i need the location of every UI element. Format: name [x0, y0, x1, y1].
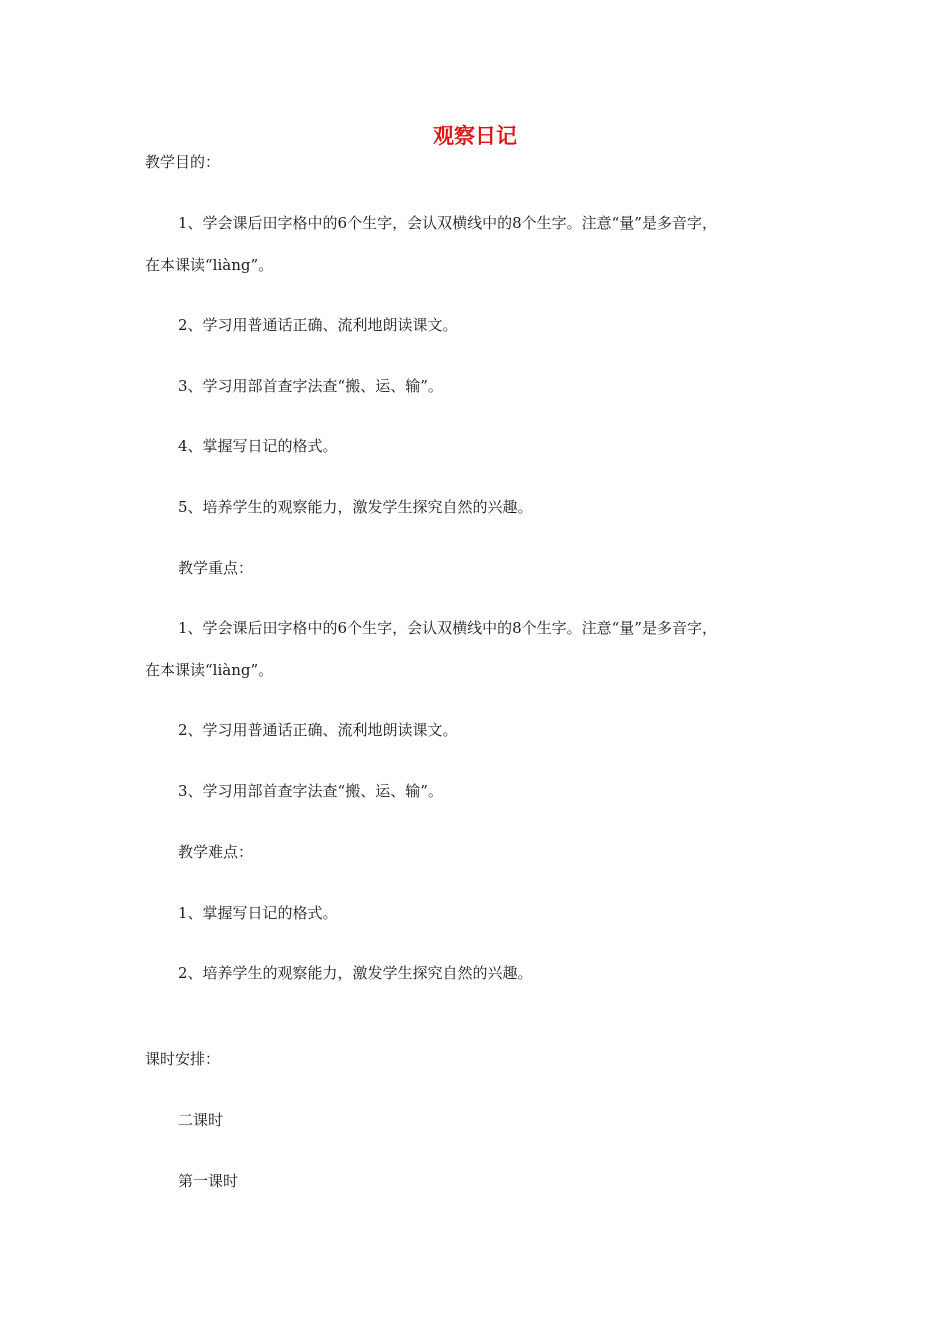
objective-item-3: 3、学习用部首查字法查“搬、运、输”。: [178, 377, 443, 395]
key-point-item-3: 3、学习用部首查字法查“搬、运、输”。: [178, 782, 443, 800]
section-heading-key-points: 教学重点：: [178, 559, 254, 577]
first-period-heading: 第一课时: [178, 1172, 239, 1190]
key-point-item-1: 1、学会课后田字格中的6个生字，会认双横线中的8个生字。注意“量”是多音字，: [178, 619, 717, 637]
section-heading-objectives: 教学目的：: [145, 153, 221, 171]
difficulty-item-2: 2、培养学生的观察能力，激发学生探究自然的兴趣。: [178, 964, 533, 982]
section-heading-difficulties: 教学难点：: [178, 843, 254, 861]
document-title: 观察日记: [433, 124, 517, 148]
objective-item-5: 5、培养学生的观察能力，激发学生探究自然的兴趣。: [178, 498, 533, 516]
section-heading-schedule: 课时安排：: [145, 1050, 221, 1068]
key-point-item-1-continued: 在本课读“liàng”。: [145, 661, 274, 679]
objective-item-1: 1、学会课后田字格中的6个生字，会认双横线中的8个生字。注意“量”是多音字，: [178, 214, 717, 232]
objective-item-2: 2、学习用普通话正确、流利地朗读课文。: [178, 316, 458, 334]
objective-item-1-continued: 在本课读“liàng”。: [145, 256, 274, 274]
schedule-total-periods: 二课时: [178, 1111, 224, 1129]
difficulty-item-1: 1、掌握写日记的格式。: [178, 904, 338, 922]
key-point-item-2: 2、学习用普通话正确、流利地朗读课文。: [178, 721, 458, 739]
objective-item-4: 4、掌握写日记的格式。: [178, 437, 338, 455]
